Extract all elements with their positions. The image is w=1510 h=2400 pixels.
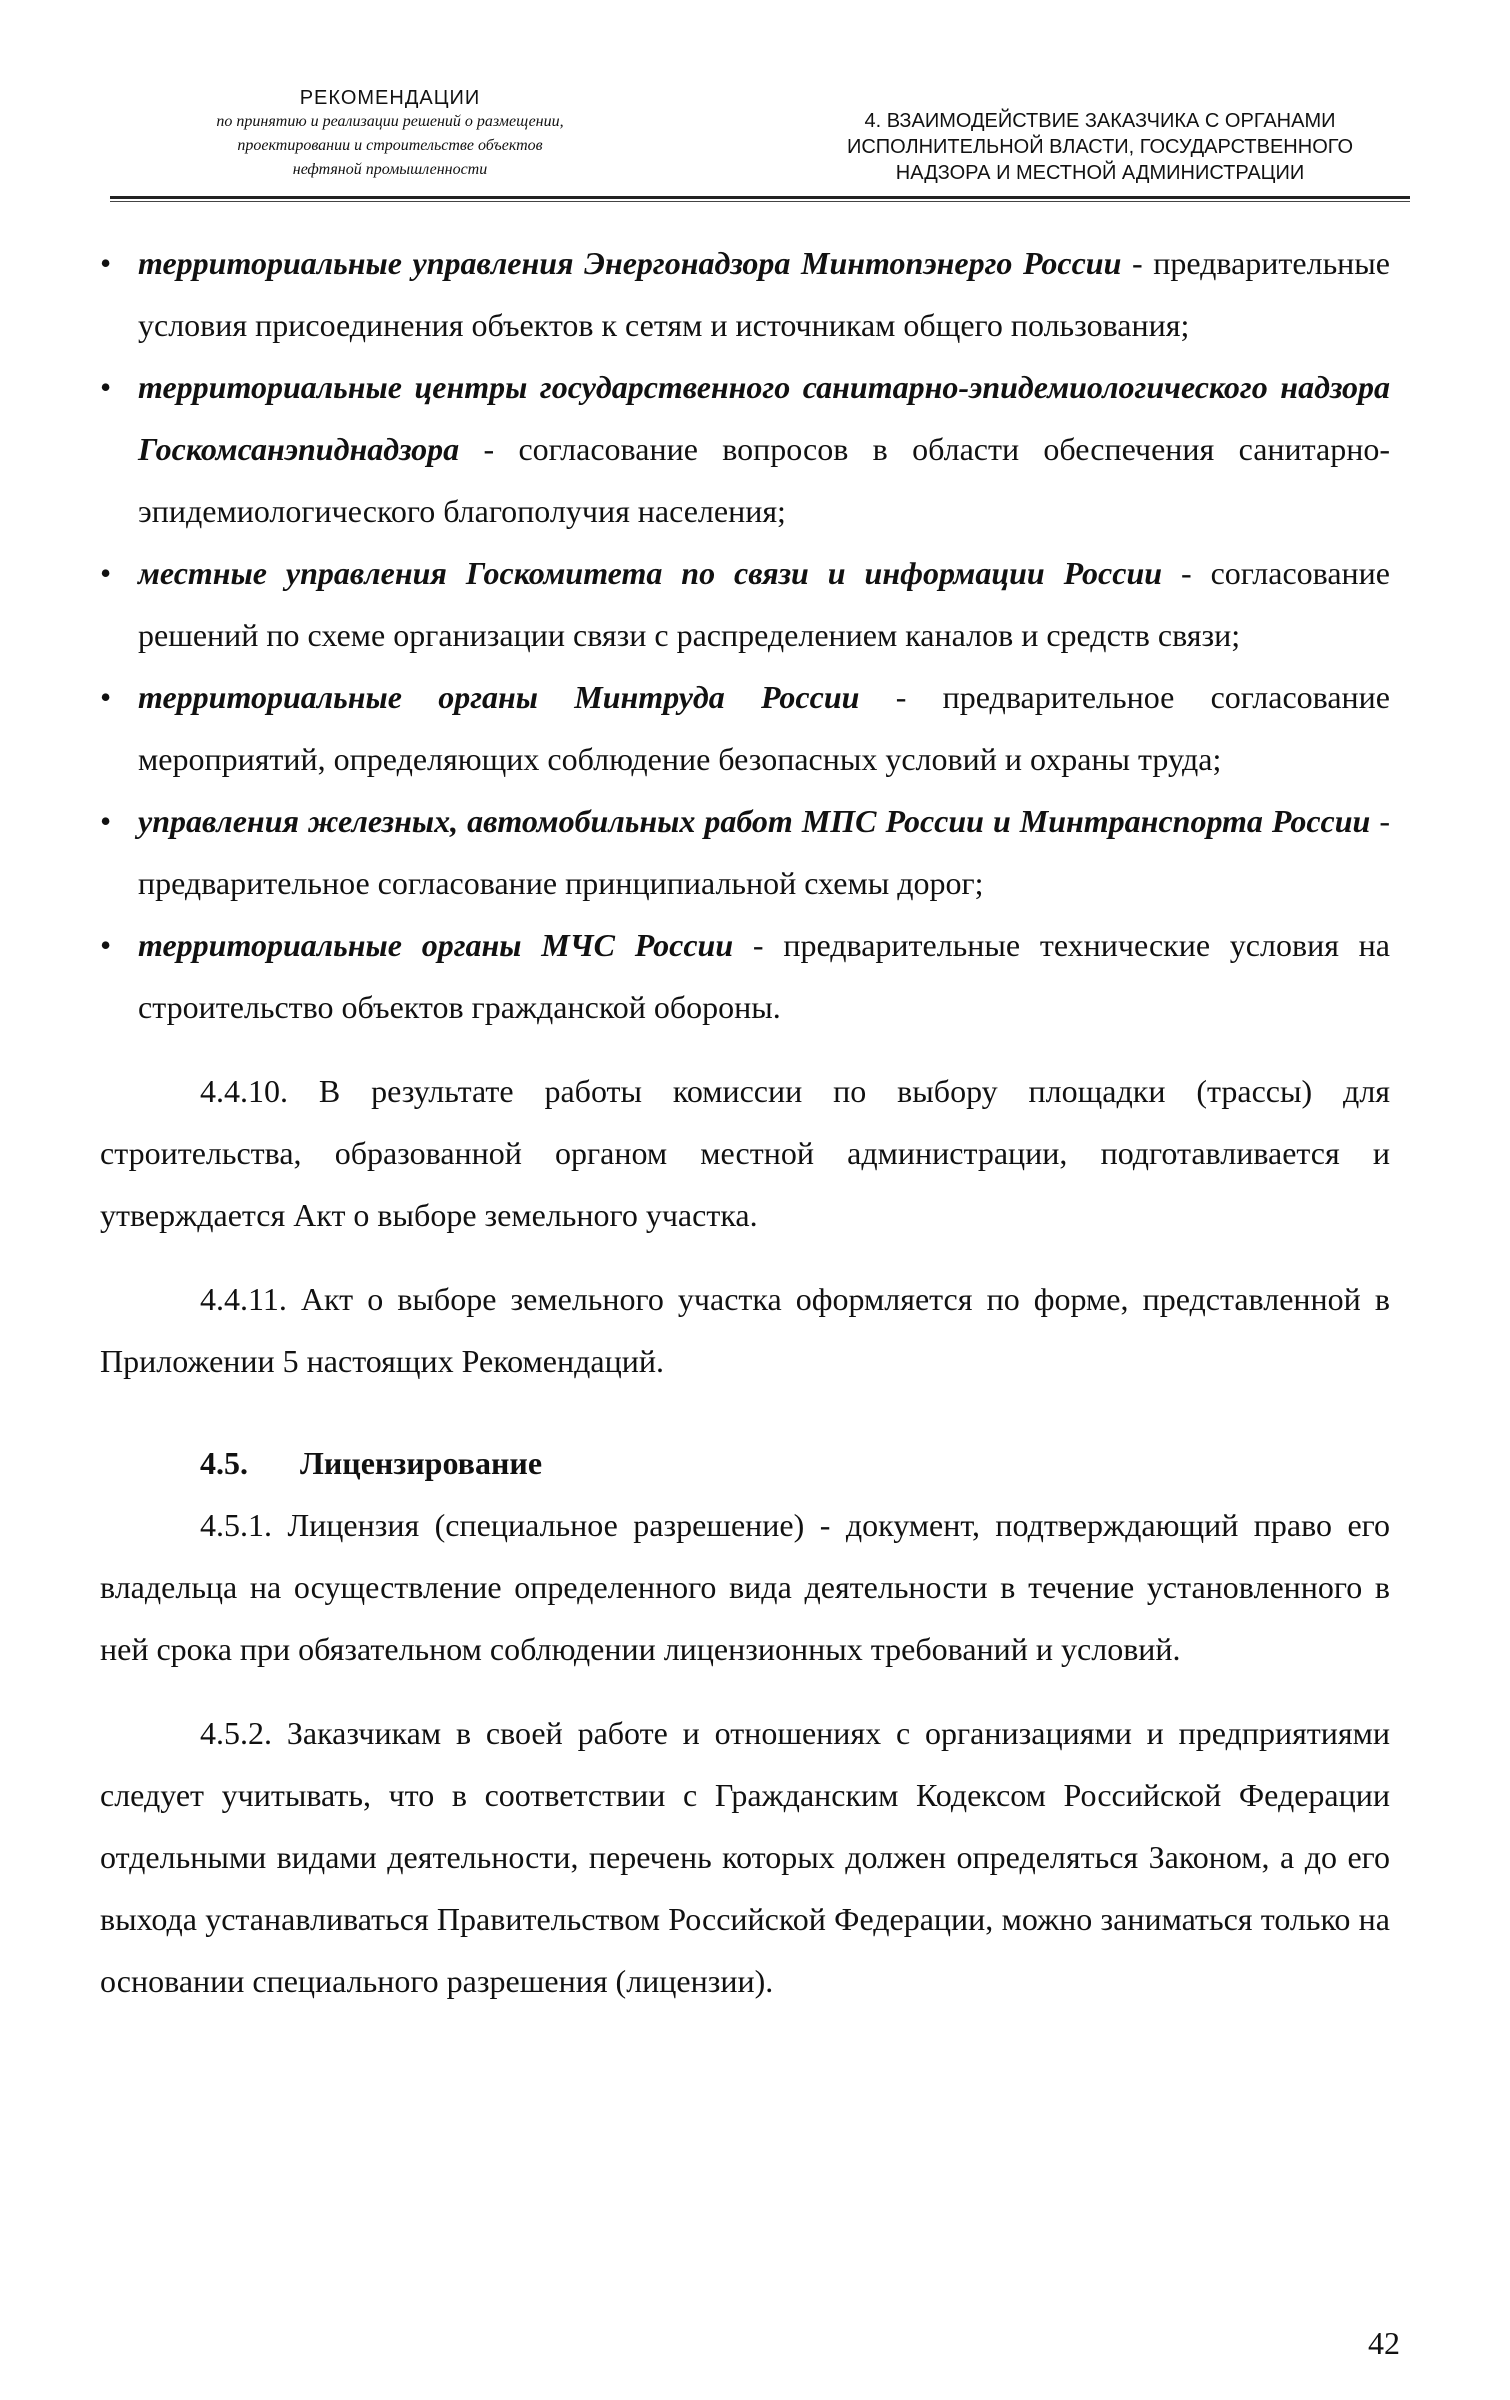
list-item: [100, 914, 1390, 1038]
list-item: [100, 542, 1390, 666]
section-heading: [100, 1432, 1390, 1494]
list-item-text: - предварительное согласование мероприятий, определяющих соблюдение безопасных условий и охраны труда;: [138, 679, 1390, 777]
header-left: [110, 86, 670, 182]
list-item: [100, 356, 1390, 542]
paragraph-4-4-10: 4.4.10. В результате работы комиссии по выбору площадки (трассы) для строительства, образованной органом местной администрации, подготавливается и утверждается Акт о выборе земельного участка.: [100, 1073, 1390, 1233]
list-item-text: - согласование вопросов в области обеспечения санитарно-эпидемиологического благополучия населения;: [138, 431, 1390, 529]
paragraph-4-5-1: 4.5.1. Лицензия (специальное разрешение) - документ, подтверждающий право его владельца на осуществление определенного вида деятельности в течение установленного в ней срока при обязательном соблюдении лицензионных требований и условий.: [100, 1507, 1390, 1667]
header-subtitle-line-3: нефтяной промышленности: [292, 161, 488, 178]
header-subtitle-line-1: по принятию и реализации решений о размещении,: [216, 113, 564, 130]
list-item: [100, 232, 1390, 356]
list-item-text: - согласование решений по схеме организации связи с распределением каналов и средств связи;: [138, 555, 1391, 653]
document-body: [100, 232, 1390, 2012]
header-divider: [110, 196, 1410, 199]
paragraph-4-5-2: 4.5.2. Заказчикам в своей работе и отношениях с организациями и предприятиями следует учитывать, что в соответствии с Гражданским Кодексом Российской Федерации отдельными видами деятельности, перечень которых должен определяться Законом, а до его выхода устанавливаться Правительством Российской Федерации, можно заниматься только на основании специального разрешения (лицензии).: [100, 1715, 1390, 1999]
list-item-title: местные управления Госкомитета по связи и информации России: [138, 555, 1163, 591]
list-item: [100, 666, 1390, 790]
list-item-text: - предварительные условия присоединения объектов к сетям и источникам общего пользования;: [138, 245, 1391, 343]
list-item-title: территориальные органы Минтруда России: [138, 679, 860, 715]
header-section-line-1: 4. ВЗАИМОДЕЙСТВИЕ ЗАКАЗЧИКА С ОРГАНАМИ: [864, 110, 1336, 132]
list-item-title: территориальные центры государственного санитарно-эпидемиологического надзора Госкомсанэпиднадзора: [138, 369, 1390, 467]
paragraph-4-4-11: 4.4.11. Акт о выборе земельного участка оформляется по форме, представленной в Приложении 5 настоящих Рекомендаций.: [100, 1281, 1390, 1379]
header-section-line-3: НАДЗОРА И МЕСТНОЙ АДМИНИСТРАЦИИ: [895, 162, 1305, 184]
section-number: 4.5.: [200, 1445, 248, 1481]
list-item-text: - предварительные технические условия на строительство объектов гражданской обороны.: [138, 927, 1391, 1025]
list-item: [100, 790, 1390, 914]
section-title: Лицензирование: [300, 1445, 543, 1481]
authority-list: [100, 232, 1390, 1038]
header-section-line-2: ИСПОЛНИТЕЛЬНОЙ ВЛАСТИ, ГОСУДАРСТВЕННОГО: [846, 136, 1354, 158]
header-title: РЕКОМЕНДАЦИИ: [299, 87, 481, 109]
header-subtitle-line-2: проектировании и строительстве объектов: [237, 137, 543, 154]
header-divider-thin: [110, 201, 1410, 202]
list-item-title: территориальные управления Энергонадзора Минтопэнерго России: [138, 245, 1122, 281]
page-number: 42: [1368, 2325, 1400, 2361]
list-item-title: управления железных, автомобильных работ МПС России и Минтранспорта России: [138, 803, 1371, 839]
header-right: [790, 108, 1410, 186]
list-item-title: территориальные органы МЧС России: [138, 927, 734, 963]
page-header: [110, 86, 1410, 198]
list-item-text: - предварительное согласование принципиальной схемы дорог;: [138, 803, 1391, 901]
